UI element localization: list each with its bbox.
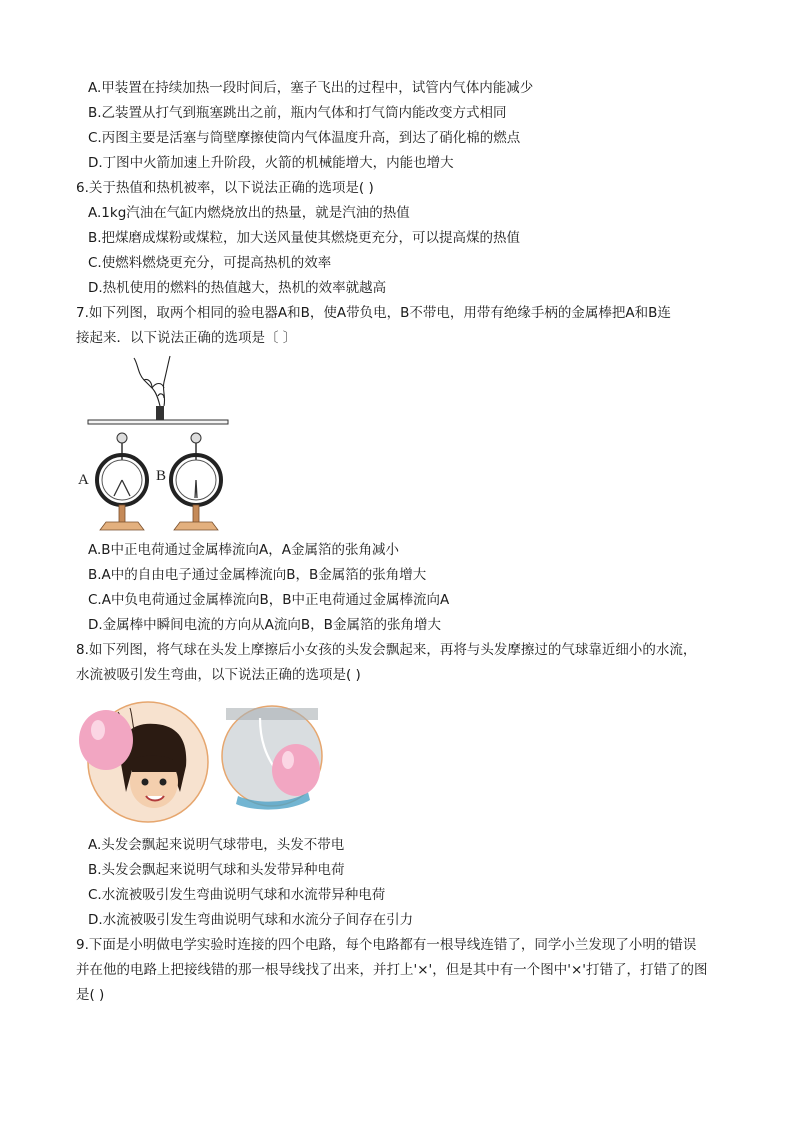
electroscope-figure: [72, 352, 232, 534]
electroscope-a: [97, 433, 147, 530]
q9-stem-line2: 并在他的电路上把接线错的那一根导线找了出来，并打上'×'，但是其中有一个图中'×'打错了，打错了的图: [76, 962, 708, 978]
label-a: A: [78, 472, 89, 488]
q7-stem-line1: 7.如下列图，取两个相同的验电器A和B，使A带负电，B不带电，用带有绝缘手柄的金属棒把A和B连: [76, 305, 671, 321]
q5-option-b: B.乙装置从打气到瓶塞跳出之前，瓶内气体和打气筒内能改变方式相同: [88, 105, 507, 121]
q7-option-a: A.B中正电荷通过金属棒流向A，A金属箔的张角减小: [88, 542, 400, 558]
balloon-photo-figure: [76, 700, 326, 824]
q8-stem-line1: 8.如下列图，将气球在头发上摩擦后小女孩的头发会飘起来，再将与头发摩擦过的气球靠近细小的水流，: [76, 642, 697, 658]
q8-option-a: A.头发会飘起来说明气球带电，头发不带电: [88, 837, 345, 853]
q6-option-d: D.热机使用的燃料的热值越大，热机的效率就越高: [88, 280, 387, 296]
water-stream-photo: [222, 706, 322, 810]
hand-drawing: [134, 356, 170, 406]
electroscope-b: [171, 433, 221, 530]
q9-stem-line3: 是( ): [76, 987, 105, 1003]
q8-option-d: D.水流被吸引发生弯曲说明气球和水流分子间存在引力: [88, 912, 414, 928]
q8-option-c: C.水流被吸引发生弯曲说明气球和水流带异种电荷: [88, 887, 386, 903]
metal-rod: [88, 420, 228, 424]
q5-option-d: D.丁图中火箭加速上升阶段，火箭的机械能增大，内能也增大: [88, 155, 454, 171]
q7-option-b: B.A中的自由电子通过金属棒流向B，B金属箔的张角增大: [88, 567, 427, 583]
rod-handle: [156, 406, 164, 420]
q5-option-a: A.甲装置在持续加热一段时间后，塞子飞出的过程中，试管内气体内能减少: [88, 80, 534, 96]
q7-stem-line2: 接起来．以下说法正确的选项是〔 〕: [76, 330, 297, 346]
q8-stem-line2: 水流被吸引发生弯曲，以下说法正确的选项是( ): [76, 667, 361, 683]
q6-option-b: B.把煤磨成煤粉或煤粒，加大送风量使其燃烧更充分，可以提高煤的热值: [88, 230, 521, 246]
q8-option-b: B.头发会飘起来说明气球和头发带异种电荷: [88, 862, 345, 878]
q7-option-c: C.A中负电荷通过金属棒流向B，B中正电荷通过金属棒流向A: [88, 592, 450, 608]
q9-stem-line1: 9.下面是小明做电学实验时连接的四个电路，每个电路都有一根导线连错了，同学小兰发现了小明的错误: [76, 937, 697, 953]
q5-option-c: C.丙图主要是活塞与筒壁摩擦使筒内气体温度升高，到达了硝化棉的燃点: [88, 130, 521, 146]
label-b: B: [156, 468, 167, 484]
q6-stem: 6.关于热值和热机被率，以下说法正确的选项是( ): [76, 180, 374, 196]
q7-option-d: D.金属棒中瞬间电流的方向从A流向B，B金属箔的张角增大: [88, 617, 441, 633]
q6-option-a: A.1kg汽油在气缸内燃烧放出的热量，就是汽油的热值: [88, 205, 410, 221]
q6-option-c: C.使燃料燃烧更充分，可提高热机的效率: [88, 255, 332, 271]
girl-photo: [79, 702, 208, 822]
